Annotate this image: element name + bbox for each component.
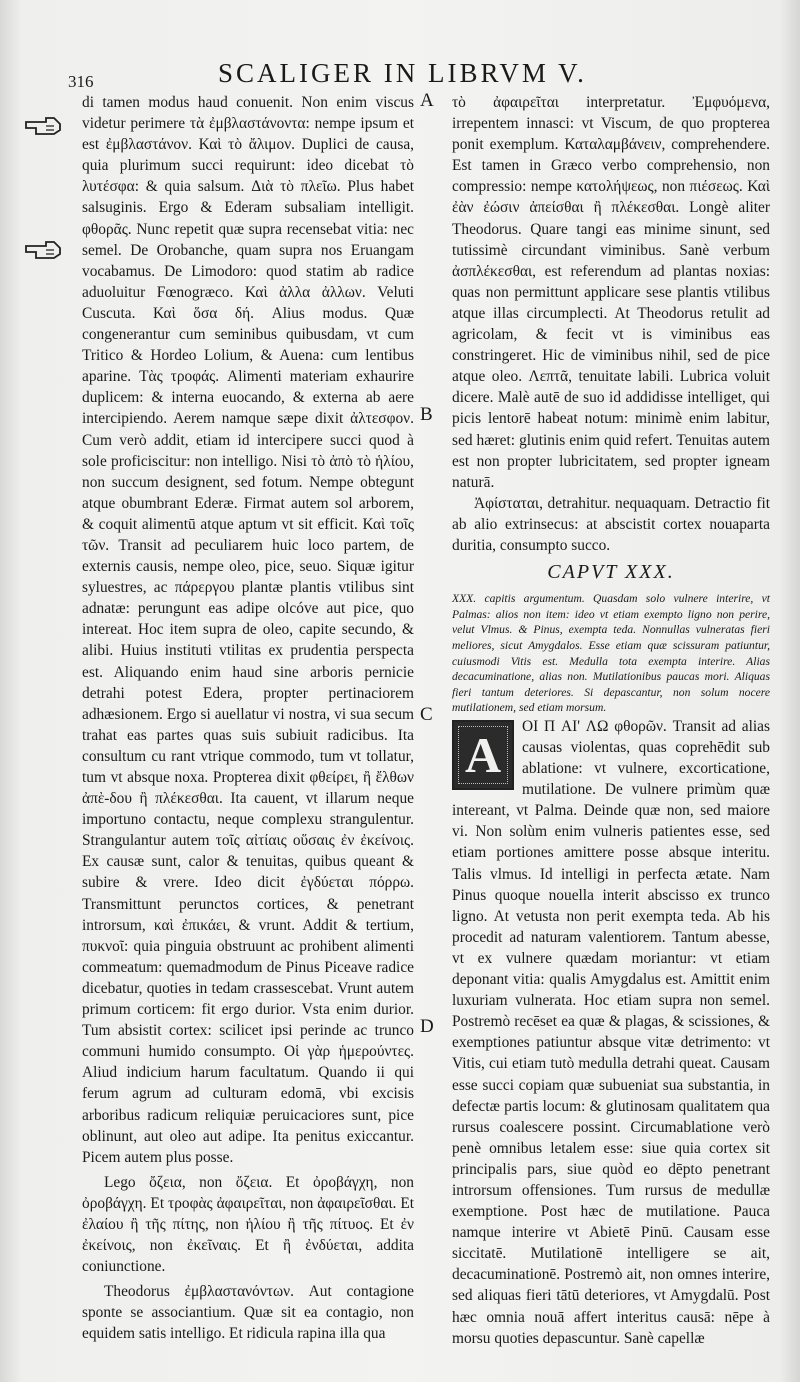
left-paragraph-3: Theodorus ἐμβλαστανόντων. Aut contagione sponte se associantium. Quæ sit ea contagio, non equidem satis intelligo. Et ridicula rapina illa qua [82, 1283, 414, 1343]
chapter-body [452, 716, 770, 1349]
running-head: SCALIGER IN LIBRVM V. [218, 58, 587, 88]
pointing-hand-icon [24, 238, 64, 260]
right-paragraph-1: τὸ ἀφαιρεῖται interpretatur. Ἐμφυόμενα, irrepentem innasci: vt Viscum, de quo propterea ponit exemplum. Καταλαμβάνειν, comprehendere. Est tamen in Græco verbo comprehensio, non compressio: nempe κατολήψεως, non πιέσεως. Καὶ ἐὰν ἐώσιν ἀπείσθαι ἢ πλέκεσθαι. Longè aliter Theodorus. Quare tangi eas minime sinunt, sed tutissimè circundant viminibus. Sanè verbum ἀσπλέκεσθαι, est referendum ad plantas noxias: quas non permittunt applicare sese plantis vtilibus atque illas circumplecti. At Theodorus retulit ad agricolam, & fecit vt is viminibus eas constringeret. Hic de viminibus nihil, sed de pice atque oleo. Λεπτᾶ, tenuitate labili. Lubrica voluit dicere. Malè autē de suo id addidisse intelliget, qui picis lentorē habeat notum: minimè enim labitur, sed hæret: glutinis enim quid refert. Tenuitas autem est non propter lubricitatem, sed propter igneam naturā. [452, 94, 770, 491]
chapter-summary: XXX. capitis argumentum. Quasdam solo vulnere interire, vt Palmas: alios non item: ideo vt etiam exempto ligno non perire, velut Vlmus. & Pinus, exempta teda. Nonnullas vulneratas fieri meliores, sicut Amygdalos. Esse etiam quæ scissuram patiuntur, cuiusmodi Vitis est. Medulla tota exempta interire. Alias decacuminatione, alias non. Mutilationibus paucas mori. Aliquas fieri tantum deteriores. Si depascantur, non solum nocere mutilationem, sed etiam morsum. [452, 592, 770, 715]
margin-letter-d: D [420, 1016, 434, 1037]
pointing-hand-icon [24, 114, 64, 136]
page-header [0, 58, 800, 91]
left-paragraph-1: di tamen modus haud conuenit. Non enim viscus videtur perimere τὰ ἐμβλαστάνοντα: nempe ipsum et est ἐμβλαστάνον. Καὶ τὸ ἄλιμον. Duplici de causa, quia plurimum succi requirunt: ideo dicebat τὸ λυτέσφα: & quia salsum. Διὰ τὸ πλεῖω. Plus habet salsuginis. Ergo & Ederam subsaliam intelligit. φθορᾶς. Nunc repetit quæ supra recensebat vitia: nec semel. De Orobanche, quam supra nos Eruangam vocabamus. De Limodoro: quod statim ab radice aduoluitur Fœnogræco. Καὶ ἀλλα ἀλλων. Veluti Cuscuta. Καὶ ὅσα δή. Alius modus. Quæ congenerantur cum seminibus quibusdam, vt cum Tritico & Hordeo Lolium, & Auena: cum lentibus aparine. Τὰς τροφάς. Alimenti materiam exhaurire duplicem: & interna euocando, & externa ab aere intercipiendo. Aerem namque sæpe dixit ἀλτεσφον. Cum verò addit, etiam id intercipere succi quod à sole proficiscitur: non intelligo. Nisi τὸ ἀπὸ τὸ ἡλίου, non succum designent, sed fotum. Nempe obtegunt atque obumbrant Ederæ. Firmat autem sol arborem, & coquit alimentū atque aptum vt sit efficit. Καὶ τοῖς τῶν. Transit ad peculiarem huic loco partem, de externis causis, nempe oleo, pice, seuo. Siquæ igitur syluestres, ac πάρεργου plantæ plantis vtilibus sint adnatæ: perungunt eas adipe olcóve aut pice, quo intereat. Hoc item supra de oleo, capite secundo, & alibi. Huius instituti vtilitas ex prudentia perspecta est. Aliquando enim haud sine arboris pernicie detrahi potest Edera, propter pertinaciorem adhæsionem. Ergo si auellatur vi nostra, vi sua secum trahat eas partes quas suis subiuit radicibus. Ita consultum cu rant vtrique commodo, tum vt tollatur, tum vt absque noxa. Propterea dixit φθείρει, ἢ ἔλθων ἀπὲ-δου ἢ πλέκεσθαι. Ita cauent, vt illarum neque importuno contactu, neque complexu strangulentur. Strangulantur autem τοῖς αἰτίαις οὕσαις ἐν ἐκείνοις. Ex causæ sunt, calor & tenuitas, quibus queant & subire & vrere. Ideo dicit ἐγδύεται πόρρω. Transmittunt perunctos cortices, & penetrant introrsum, καὶ ἐπικάει, & vrunt. Addit & tertium, πυκνοῖ: quia pinguia obstruunt ac prohibent alimenti commeatum: quemadmodum de Pinus Piceave radice dicebatur, quoties in tedam crassescebat. Vrunt autem primum corticem: fit ergo durior. Vsta enim durior. Tum absistit cortex: scilicet ipsi perinde ac trunco communi humido consumpto. Οἱ γὰρ ἡμερούντες. Aliud indicium harum facultatum. Quando ii qui ferum agrum ad culturam edomā, vbi excisis arboribus radicum reliquiæ peruicaciores sunt, pice oblinunt, aut oleo aut adipe. Ita penitus exiccantur. Picem autem plus posse. [82, 94, 414, 1166]
right-paragraph-2: Ἀφίσταται, detrahitur. nequaquam. Detractio fit ab alio extrinsecus: at abscistit cortex nouaparta duritia, consumpto succo. [452, 494, 770, 554]
left-paragraph-2: Lego ὄζεια, non ὄζεια. Et ὀροβάγχη, non ὀροβάγχη. Et τροφὰς ἀφαιρεῖται, non ἀφαιρεῖσθαι. Et ἐλαίου ἢ τῆς πίτης, non ἡλίου ἢ τῆς πίτυος. Et ἐν ἐκείνοις, non ἐκεῖναις. Et ἢ ἐνδύεται, addita coniunctione. [82, 1173, 414, 1276]
margin-letter-a: A [420, 90, 434, 111]
margin-letter-c: C [420, 704, 433, 725]
decorated-initial: A [452, 720, 514, 790]
margin-letter-b: B [420, 404, 433, 425]
left-column [82, 92, 414, 1345]
page-number: 316 [68, 72, 94, 91]
chapter-body-text: OI Π AI' ΛΩ φθορῶν. Transit ad alias causas violentas, quas coprehēdit sub ablatione: vt vulnere, excorticatione, mutilatione. De vulnere primùm quæ intereant, vt Palma. Deinde quæ non, sed maiore vi. Non solùm enim vulneris patientes esse, sed etiam portiones amittere posse absque interitu. Talis vlmus. Id intelligi in perfecta ætate. Nam Pinus quoque nouella interit abscisso ex trunco ligno. At vetusta non perit exempta teda. Ab his procedit ad naturam valentiorem. Tantum abesse, vt ex vulnere quædam moriantur: vt etiam deponant vitia: qualis Amygdalus est. Amittit enim luxuriam vulnerata. Hoc etiam supra non semel. Postremò recēset ea quæ & plagas, & scissiones, & exemptiones patiuntur absque vitæ detrimento: vt Vitis, cui etiam tutò medulla detrahi queat. Causam esse succi copiam quæ subueniat sua substantia, in defectæ partis locum: & glutinosam qualitatem qua rursus coalescere possint. Circumablatione verò penè omnibus letalem esse: siue quia cortex sit principalis pars, siue quòd eo dēpto penetrant introrsum offensiones. Tum rursus de medullæ exemptione. Post hæc de mutilatione. Pauca namque interire vt Abietē Pinū. Causam esse siccitatē. Mutilationē intelligere se ait, decacuminationē. Postremò ait, non omnes interire, sed aliquas fieri tātū deteriores, vt Amygdalū. Post hæc omnia nouā affert interitus causā: nēpe à morsu quoties depascuntur. Sanè capellæ [452, 717, 770, 1347]
right-column [452, 92, 770, 1349]
chapter-title: CAPVT XXX. [547, 561, 675, 584]
